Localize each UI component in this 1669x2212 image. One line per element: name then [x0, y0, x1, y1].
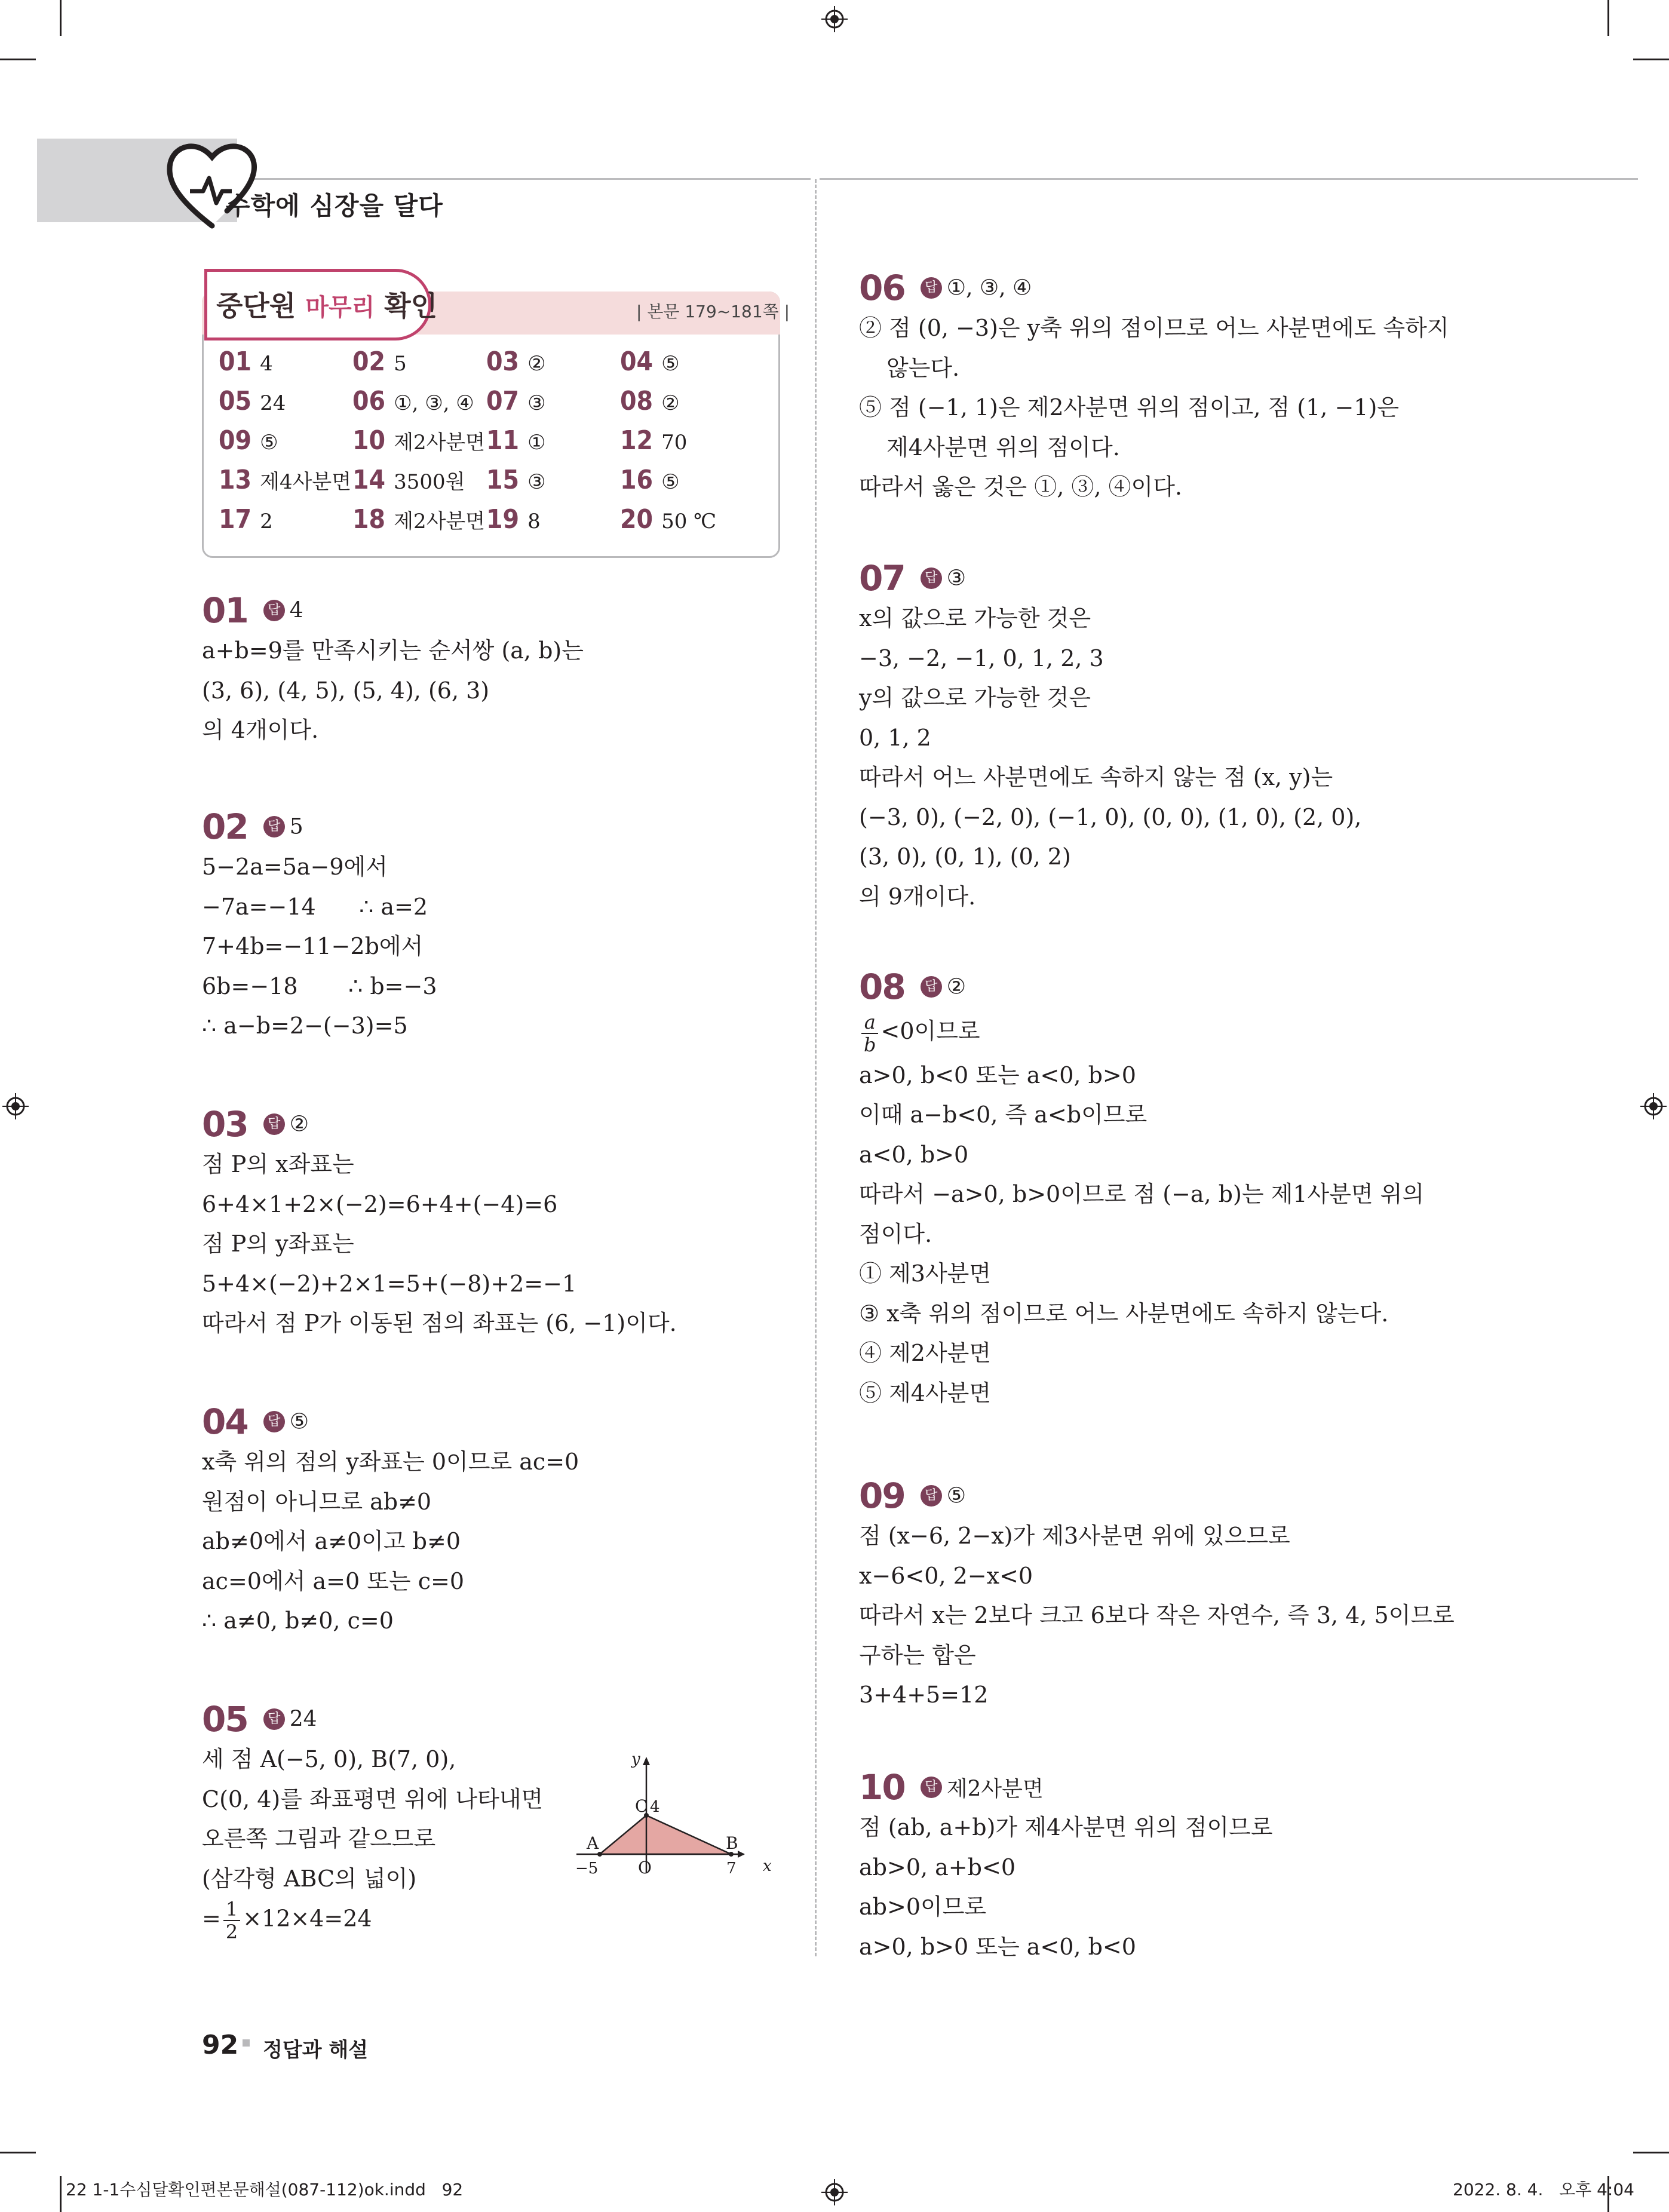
summary-page-ref: | 본문 179~181쪽 |	[636, 302, 790, 321]
registration-mark-icon	[2, 1093, 29, 1119]
registration-mark-icon	[821, 6, 848, 32]
answer-badge-icon: 답	[263, 1708, 285, 1730]
solution-line: ∴ a−b=2−(−3)=5	[202, 1013, 408, 1039]
solution-line: 구하는 합은	[859, 1642, 976, 1668]
solution-line: −7a=−14 ∴ a=2	[202, 893, 428, 920]
solution-heading: 03 답 ②	[202, 1104, 309, 1145]
summary-cell: 14 3500원	[352, 465, 465, 495]
solution-line: 원점이 아니므로 ab≠0	[202, 1488, 432, 1515]
solution-line: 따라서 옳은 것은 ①, ③, ④이다.	[859, 474, 1183, 500]
solution-line: a>0, b<0 또는 a<0, b>0	[859, 1061, 1136, 1088]
summary-cell: 10 제2사분면	[352, 425, 486, 456]
solution-line: a+b=9를 만족시키는 순서쌍 (a, b)는	[202, 637, 584, 664]
solution-line: (−3, 0), (−2, 0), (−1, 0), (0, 0), (1, 0), (2, 0),	[859, 803, 1362, 830]
crop-mark	[60, 0, 62, 36]
solution-line: 3+4+5=12	[859, 1682, 989, 1708]
solution-line: 점 (x−6, 2−x)가 제3사분면 위에 있으므로	[859, 1523, 1290, 1549]
summary-cell: 20 50 ℃	[620, 504, 717, 535]
registration-mark-icon	[1640, 1093, 1667, 1119]
x-axis-arrow-icon	[738, 1851, 745, 1858]
summary-cell: 13 제4사분면	[219, 465, 352, 495]
answer-badge-icon: 답	[263, 600, 285, 621]
summary-cell: 19 8	[486, 504, 541, 535]
summary-cell: 05 24	[219, 386, 286, 416]
label-b: B	[726, 1833, 738, 1853]
crop-mark	[0, 2152, 36, 2153]
solution-04	[202, 1401, 579, 1641]
origin-label: O	[638, 1858, 652, 1877]
summary-cell: 16 ⑤	[620, 465, 680, 495]
solution-line: (3, 0), (0, 1), (0, 2)	[859, 843, 1071, 870]
solution-08	[859, 967, 1424, 1413]
solution-line: 5−2a=5a−9에서	[202, 854, 388, 880]
solution-line: ab>0, a+b<0	[859, 1854, 1015, 1880]
solution-line: −3, −2, −1, 0, 1, 2, 3	[859, 645, 1104, 671]
solution-heading: 08 답 ②	[859, 967, 966, 1007]
answer-badge-icon: 답	[921, 976, 942, 998]
solution-line: y의 값으로 가능한 것은	[859, 685, 1091, 711]
y-axis-label: y	[631, 1750, 640, 1768]
answer-badge-icon: 답	[921, 567, 942, 589]
solution-line: (3, 6), (4, 5), (5, 4), (6, 3)	[202, 677, 490, 704]
solution-heading: 09 답 ⑤	[859, 1475, 966, 1516]
solution-heading: 02 답 5	[202, 806, 303, 847]
solution-line: 점 P의 y좌표는	[202, 1231, 354, 1257]
answer-badge-icon: 답	[263, 816, 285, 837]
solution-line: ab>0이므로	[859, 1894, 987, 1920]
solution-heading: 10 답 제2사분면	[859, 1767, 1044, 1808]
solution-line: 점 P의 x좌표는	[202, 1151, 354, 1177]
summary-cell: 02 5	[352, 346, 407, 377]
summary-cell: 12 70	[620, 425, 688, 456]
triangle-abc	[600, 1815, 731, 1854]
summary-cell: 18 제2사분면	[352, 504, 486, 535]
summary-title: 중단원 마무리 확인	[216, 290, 438, 322]
answer-badge-icon: 답	[921, 1777, 942, 1798]
solution-line: x의 값으로 가능한 것은	[859, 605, 1091, 631]
solution-line: 따라서 x는 2보다 크고 6보다 작은 자연수, 즉 3, 4, 5이므로	[859, 1602, 1455, 1628]
solution-line: 제4사분면 위의 점이다.	[886, 434, 1120, 461]
solution-line: 점 (ab, a+b)가 제4사분면 위의 점이므로	[859, 1814, 1273, 1840]
header-rule	[237, 178, 811, 180]
triangle-graph	[570, 1747, 786, 1885]
crop-mark	[60, 2176, 62, 2212]
solution-line: 6b=−18 ∴ b=−3	[202, 972, 437, 999]
solution-line: C(0, 4)를 좌표평면 위에 나타내면	[202, 1785, 544, 1812]
solution-line: 점이다.	[859, 1220, 932, 1247]
tick-7: 7	[726, 1860, 737, 1877]
label-c-value: 4	[650, 1798, 660, 1816]
footer-title: 정답과 해설	[263, 2038, 369, 2062]
x-axis-label: x	[763, 1857, 772, 1875]
fraction: $\frac{a}{b}$	[861, 1011, 878, 1056]
solution-line: 의 4개이다.	[202, 717, 319, 743]
summary-cell: 07 ③	[486, 386, 546, 416]
answer-badge-icon: 답	[921, 277, 942, 299]
crop-mark	[1633, 59, 1669, 60]
solution-heading: 04 답 ⑤	[202, 1401, 309, 1442]
solution-heading: 05 답 24	[202, 1699, 317, 1739]
solution-line: ② 점 (0, −3)은 y축 위의 점이므로 어느 사분면에도 속하지	[859, 315, 1449, 341]
summary-cell: 17 2	[219, 504, 273, 535]
registration-mark-icon	[821, 2179, 848, 2205]
summary-cell: 15 ③	[486, 465, 546, 495]
solution-heading: 07 답 ③	[859, 558, 966, 599]
answer-badge-icon: 답	[263, 1113, 285, 1135]
solution-line: ⑤ 제4사분면	[859, 1379, 992, 1406]
solution-line: ③ x축 위의 점이므로 어느 사분면에도 속하지 않는다.	[859, 1300, 1389, 1327]
crop-mark	[1607, 0, 1609, 36]
solution-line: 6+4×1+2×(−2)=6+4+(−4)=6	[202, 1191, 558, 1217]
page-number: 92	[202, 2030, 239, 2060]
tick-minus5: −5	[575, 1860, 599, 1877]
summary-cell: 04 ⑤	[620, 346, 680, 377]
solution-line: 따라서 점 P가 이동된 점의 좌표는 (6, −1)이다.	[202, 1310, 677, 1336]
solution-line: 세 점 A(−5, 0), B(7, 0),	[202, 1746, 456, 1772]
column-divider	[815, 179, 817, 1956]
solution-line: 따라서 어느 사분면에도 속하지 않는 점 (x, y)는	[859, 764, 1333, 790]
solution-03	[202, 1104, 677, 1343]
slug-file-name: 22 1-1수심달확인편본문해설(087-112)ok.indd 92	[66, 2180, 464, 2199]
footer-square-icon	[243, 2039, 250, 2047]
label-c: C	[635, 1796, 648, 1816]
summary-cell: 09 ⑤	[219, 425, 278, 456]
solution-line: 따라서 −a>0, b>0이므로 점 (−a, b)는 제1사분면 위의	[859, 1181, 1425, 1207]
slug-timestamp: 2022. 8. 4. 오후 4:04	[1453, 2180, 1634, 2199]
solution-02	[202, 806, 437, 1046]
solution-line: 0, 1, 2	[859, 724, 931, 751]
solution-heading: 06 답 ①, ③, ④	[859, 268, 1032, 308]
solution-line: a<0, b>0	[859, 1141, 969, 1168]
solution-07	[859, 558, 1361, 916]
solution-line: 의 9개이다.	[859, 883, 976, 910]
answer-badge-icon: 답	[263, 1411, 285, 1432]
solution-line: ④ 제2사분면	[859, 1340, 992, 1366]
solution-line: 오른쪽 그림과 같으므로	[202, 1826, 436, 1852]
solution-line: 않는다.	[886, 354, 960, 381]
solution-heading: 01 답 4	[202, 590, 303, 631]
solution-line: x−6<0, 2−x<0	[859, 1562, 1033, 1589]
fraction: $\frac{1}{2}$	[223, 1898, 240, 1943]
solution-10	[859, 1767, 1273, 1966]
answer-badge-icon: 답	[921, 1485, 942, 1507]
crop-mark	[1633, 2152, 1669, 2153]
solution-05	[202, 1699, 543, 1943]
solution-01	[202, 590, 584, 750]
solution-line: x축 위의 점의 y좌표는 0이므로 ac=0	[202, 1449, 579, 1475]
solution-line: 이때 a−b<0, 즉 a<b이므로	[859, 1102, 1148, 1128]
solution-line: (삼각형 ABC의 넓이)	[202, 1865, 417, 1892]
solution-line: 5+4×(−2)+2×1=5+(−8)+2=−1	[202, 1270, 577, 1297]
solution-line: ab≠0에서 a≠0이고 b≠0	[202, 1528, 461, 1554]
crop-mark	[0, 59, 36, 60]
solution-line: ⑤ 점 (−1, 1)은 제2사분면 위의 점이고, 점 (1, −1)은	[859, 394, 1400, 421]
summary-cell: 03 ②	[486, 346, 546, 377]
header-rule	[820, 178, 1638, 180]
solution-line: ∴ a≠0, b≠0, c=0	[202, 1607, 394, 1634]
solution-line: $\frac{a}{b}$ <0이므로	[859, 1007, 1424, 1056]
solution-line: = $\frac{1}{2}$ ×12×4=24	[202, 1898, 372, 1943]
brand-title: 수학에 심장을 달다	[226, 191, 443, 220]
solution-line: a>0, b>0 또는 a<0, b<0	[859, 1933, 1136, 1960]
summary-cell: 08 ②	[620, 386, 680, 416]
summary-cell: 11 ①	[486, 425, 546, 456]
solution-06	[859, 268, 1449, 507]
solution-09	[859, 1475, 1455, 1715]
solution-line: ① 제3사분면	[859, 1260, 992, 1287]
label-a: A	[587, 1833, 599, 1853]
summary-cell: 06 ①, ③, ④	[352, 386, 474, 416]
summary-cell: 01 4	[219, 346, 273, 377]
solution-line: 7+4b=−11−2b에서	[202, 933, 424, 959]
solution-line: ac=0에서 a=0 또는 c=0	[202, 1567, 464, 1594]
y-axis-arrow-icon	[643, 1757, 650, 1765]
